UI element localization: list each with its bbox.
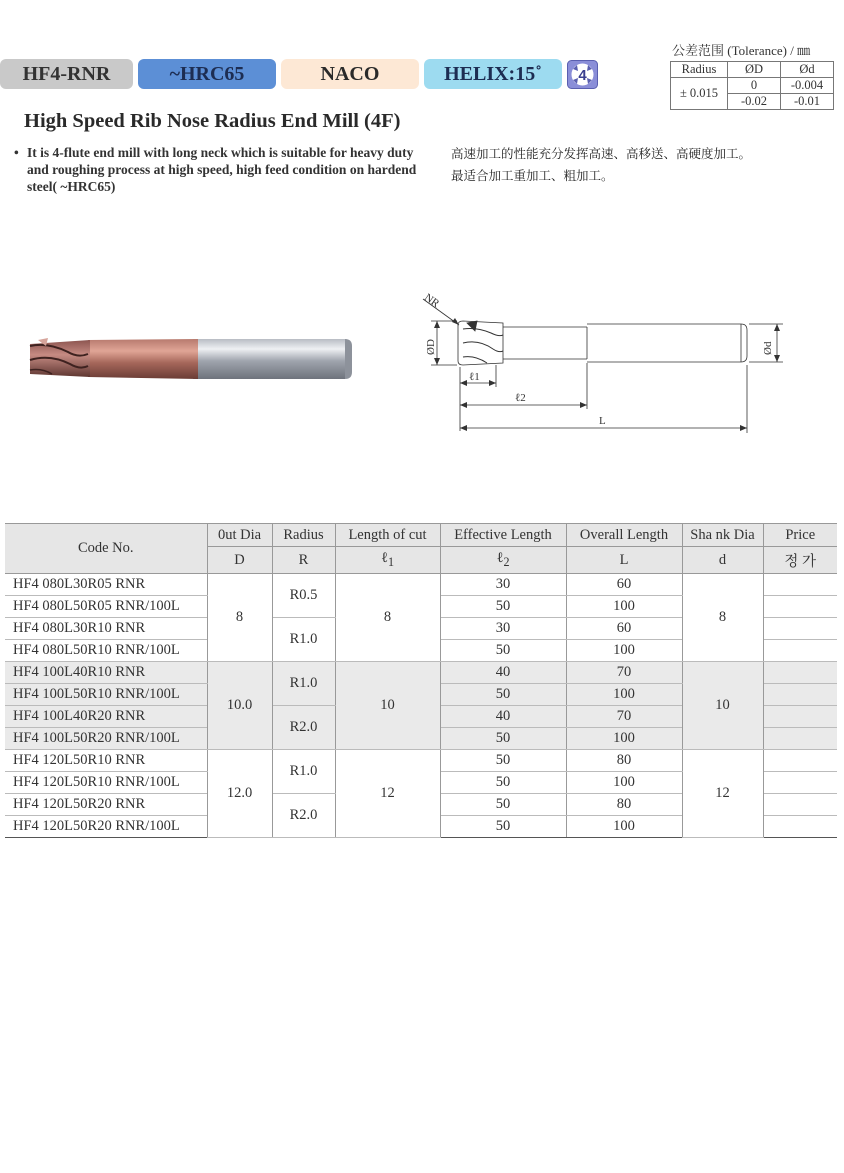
radius-cell: R1.0 (272, 618, 335, 662)
price-cell (763, 816, 837, 838)
flute-count: 4 (578, 67, 587, 84)
code-cell: HF4 100L40R20 RNR (5, 706, 207, 728)
radius-cell: R2.0 (272, 706, 335, 750)
eff-cell: 50 (440, 750, 566, 772)
col-loc: Length of cut (335, 524, 440, 547)
overall-cell: 100 (566, 640, 682, 662)
table-row (5, 662, 837, 684)
description-chinese-line2: 最适合加工重加工、粗加工。 (451, 168, 614, 183)
tol-header-od: ØD (728, 62, 781, 78)
col-outdia: 0ut Dia (207, 524, 272, 547)
code-cell: HF4 100L50R20 RNR/100L (5, 728, 207, 750)
tol-header-radius: Radius (671, 62, 728, 78)
loc-cell: 8 (335, 574, 440, 662)
tol-od-upper: 0 (728, 78, 781, 94)
eff-cell: 50 (440, 816, 566, 838)
col-radius: Radius (272, 524, 335, 547)
spec-table (5, 523, 837, 838)
description-english-text: It is 4-flute end mill with long neck which is suitable for heavy duty and roughing process at high speed, high feed condition on hardend steel( ~HRC65) (27, 145, 417, 194)
radius-cell: R1.0 (272, 750, 335, 794)
overall-cell: 100 (566, 816, 682, 838)
description-chinese-line1: 高速加工的性能充分发挥高速、高移送、高硬度加工。 (451, 146, 752, 161)
code-cell: HF4 120L50R20 RNR/100L (5, 816, 207, 838)
eff-cell: 40 (440, 706, 566, 728)
description-english (14, 144, 424, 195)
eff-cell: 50 (440, 794, 566, 816)
overall-cell: 60 (566, 618, 682, 640)
price-cell (763, 684, 837, 706)
overall-cell: 80 (566, 750, 682, 772)
coating-tag: NACO (281, 59, 419, 89)
code-cell: HF4 080L50R10 RNR/100L (5, 640, 207, 662)
overall-cell: 80 (566, 794, 682, 816)
sub-eff: ℓ$_2$ (440, 547, 566, 574)
loc-cell: 10 (335, 662, 440, 750)
tol-header-sd: Ød (781, 62, 834, 78)
col-shank: Sha nk Dia (682, 524, 763, 547)
outdia-cell: 8 (207, 574, 272, 662)
price-cell (763, 618, 837, 640)
code-cell: HF4 080L50R05 RNR/100L (5, 596, 207, 618)
overall-cell: 70 (566, 706, 682, 728)
outdia-cell: 10.0 (207, 662, 272, 750)
eff-cell: 50 (440, 596, 566, 618)
col-overall: Overall Length (566, 524, 682, 547)
tolerance-title: 公差范围 (Tolerance) / ㎜ (672, 43, 811, 58)
code-cell: HF4 080L30R05 RNR (5, 574, 207, 596)
description-chinese (451, 143, 831, 187)
series-tag: HF4-RNR (0, 59, 133, 89)
bullet: • (14, 145, 19, 160)
code-cell: HF4 100L50R10 RNR/100L (5, 684, 207, 706)
shank-cell: 8 (682, 574, 763, 662)
eff-cell: 50 (440, 640, 566, 662)
table-row (5, 574, 837, 596)
product-title: High Speed Rib Nose Radius End Mill (4F) (24, 110, 401, 132)
tol-sd-lower: -0.01 (781, 94, 834, 110)
overall-cell: 60 (566, 574, 682, 596)
sub-outdia: D (207, 547, 272, 574)
overall-cell: 70 (566, 662, 682, 684)
technical-drawing (405, 283, 795, 438)
col-price: Price (763, 524, 837, 547)
sub-overall: L (566, 547, 682, 574)
overall-cell: 100 (566, 684, 682, 706)
tol-sd-upper: -0.004 (781, 78, 834, 94)
price-cell (763, 640, 837, 662)
price-cell (763, 662, 837, 684)
code-cell: HF4 120L50R10 RNR/100L (5, 772, 207, 794)
loc-cell: 12 (335, 750, 440, 838)
L-label: L (599, 415, 606, 427)
l2-label: ℓ2 (515, 392, 526, 404)
sub-price: 정 가 (763, 547, 837, 574)
overall-cell: 100 (566, 728, 682, 750)
code-cell: HF4 100L40R10 RNR (5, 662, 207, 684)
l1-label: ℓ1 (469, 371, 480, 383)
eff-cell: 30 (440, 574, 566, 596)
price-cell (763, 596, 837, 618)
radius-cell: R1.0 (272, 662, 335, 706)
nr-label: NR (422, 291, 442, 311)
price-cell (763, 706, 837, 728)
radius-cell: R2.0 (272, 794, 335, 838)
shank-cell: 10 (682, 662, 763, 750)
code-cell: HF4 080L30R10 RNR (5, 618, 207, 640)
hardness-tag: ~HRC65 (138, 59, 276, 89)
price-cell (763, 772, 837, 794)
price-cell (763, 750, 837, 772)
table-row (5, 750, 837, 772)
eff-cell: 50 (440, 684, 566, 706)
price-cell (763, 794, 837, 816)
eff-cell: 50 (440, 728, 566, 750)
eff-cell: 50 (440, 772, 566, 794)
overall-cell: 100 (566, 596, 682, 618)
sd-label: Ød (762, 341, 774, 355)
radius-cell: R0.5 (272, 574, 335, 618)
tol-od-lower: -0.02 (728, 94, 781, 110)
od-label: ØD (425, 339, 437, 355)
sub-radius: R (272, 547, 335, 574)
shank-cell: 12 (682, 750, 763, 838)
col-eff: Effective Length (440, 524, 566, 547)
sub-shank: d (682, 547, 763, 574)
code-cell: HF4 120L50R10 RNR (5, 750, 207, 772)
col-code: Code No. (5, 524, 207, 574)
four-flute-icon (567, 60, 598, 89)
code-cell: HF4 120L50R20 RNR (5, 794, 207, 816)
price-cell (763, 728, 837, 750)
outdia-cell: 12.0 (207, 750, 272, 838)
tolerance-table (670, 61, 834, 110)
overall-cell: 100 (566, 772, 682, 794)
tol-radius-value: ± 0.015 (671, 78, 728, 110)
eff-cell: 30 (440, 618, 566, 640)
sub-loc: ℓ$_1$ (335, 547, 440, 574)
end-mill-photo (28, 332, 358, 384)
eff-cell: 40 (440, 662, 566, 684)
helix-tag: HELIX:15˚ (424, 59, 562, 89)
price-cell (763, 574, 837, 596)
